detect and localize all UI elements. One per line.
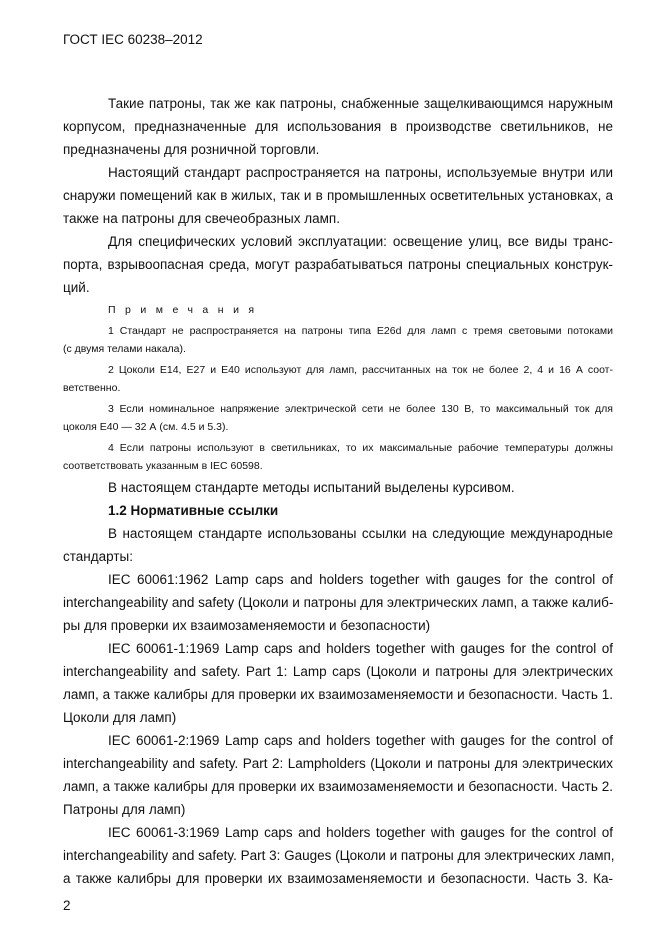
reference-line: IEC 60061-3:1969 Lamp caps and holders together with gauges for the control of (108, 825, 613, 840)
note-line: соответствовать указанным в IEC 60598. (63, 460, 263, 472)
note-line: 2 Цоколи E14, E27 и E40 используют для ламп, рассчитанных на ток не более 2, 4 и 16 А соот- (108, 364, 613, 376)
note-line: (с двумя телами накала). (63, 343, 186, 355)
section-heading: 1.2 Нормативные ссылки (108, 503, 279, 518)
note-line: 4 Если патроны используют в светильниках, то их максимальные рабочие температуры должны (108, 442, 613, 454)
page-number: 2 (63, 898, 71, 913)
text-line: ций. (63, 280, 90, 295)
reference-line: ры для проверки их взаимозаменяемости и безопасности) (63, 618, 431, 633)
reference-line: Цоколи для ламп) (63, 710, 177, 725)
text-line: также на патроны для свечеобразных ламп. (63, 211, 340, 226)
notes-title: Примечания (108, 304, 264, 316)
document-header: ГОСТ IEC 60238–2012 (63, 32, 203, 47)
reference-line: interchangeability and safety. Part 1: Lamp caps (Цоколи и патроны для электрических (63, 664, 613, 679)
note-line: 1 Стандарт не распространяется на патроны типа E26d для ламп с тремя световыми потоками (108, 325, 613, 337)
reference-line: interchangeability and safety (Цоколи и патроны для электрических ламп, а также калиб- (63, 595, 614, 610)
text-line: порта, взрывоопасная среда, могут разрабатываться патроны специальных конструк- (63, 257, 613, 272)
reference-line: interchangeability and safety. Part 2: Lampholders (Цоколи и патроны для электрических (63, 756, 613, 771)
reference-line: IEC 60061:1962 Lamp caps and holders together with gauges for the control of (108, 572, 613, 587)
note-line: 3 Если номинальное напряжение электрической сети не более 130 В, то максимальный ток для (108, 403, 613, 415)
note-line: ветственно. (63, 382, 121, 394)
text-line: Для специфических условий эксплуатации: освещение улиц, все виды транс- (108, 234, 613, 249)
text-line: корпусом, предназначенные для использования в производстве светильников, не (63, 119, 613, 134)
text-line: В настоящем стандарте использованы ссылки на следующие международные (108, 526, 613, 541)
text-line: предназначены для розничной торговли. (63, 142, 320, 157)
reference-line: а также калибры для проверки их взаимозаменяемости и безопасности. Часть 3. Ка- (63, 871, 613, 886)
text-line: снаружи помещений как в жилых, так и в промышленных осветительных установках, а (63, 188, 613, 203)
reference-line: ламп, а также калибры для проверки их взаимозаменяемости и безопасности. Часть 1. (63, 687, 613, 702)
text-line: Такие патроны, так же как патроны, снабженные защелкивающимся наружным (108, 96, 613, 111)
text-line: Настоящий стандарт распространяется на патроны, используемые внутри или (108, 165, 613, 180)
text-line: В настоящем стандарте методы испытаний выделены курсивом. (108, 480, 515, 495)
reference-line: IEC 60061-1:1969 Lamp caps and holders together with gauges for the control of (108, 641, 613, 656)
reference-line: ламп, а также калибры для проверки их взаимозаменяемости и безопасности. Часть 2. (63, 779, 613, 794)
reference-line: IEC 60061-2:1969 Lamp caps and holders together with gauges for the control of (108, 733, 613, 748)
reference-line: interchangeability and safety. Part 3: Gauges (Цоколи и патроны для электрических ламп, (63, 848, 615, 863)
note-line: цоколя E40 — 32 А (см. 4.5 и 5.3). (63, 421, 229, 433)
reference-line: Патроны для ламп) (63, 802, 186, 817)
text-line: стандарты: (63, 549, 133, 564)
